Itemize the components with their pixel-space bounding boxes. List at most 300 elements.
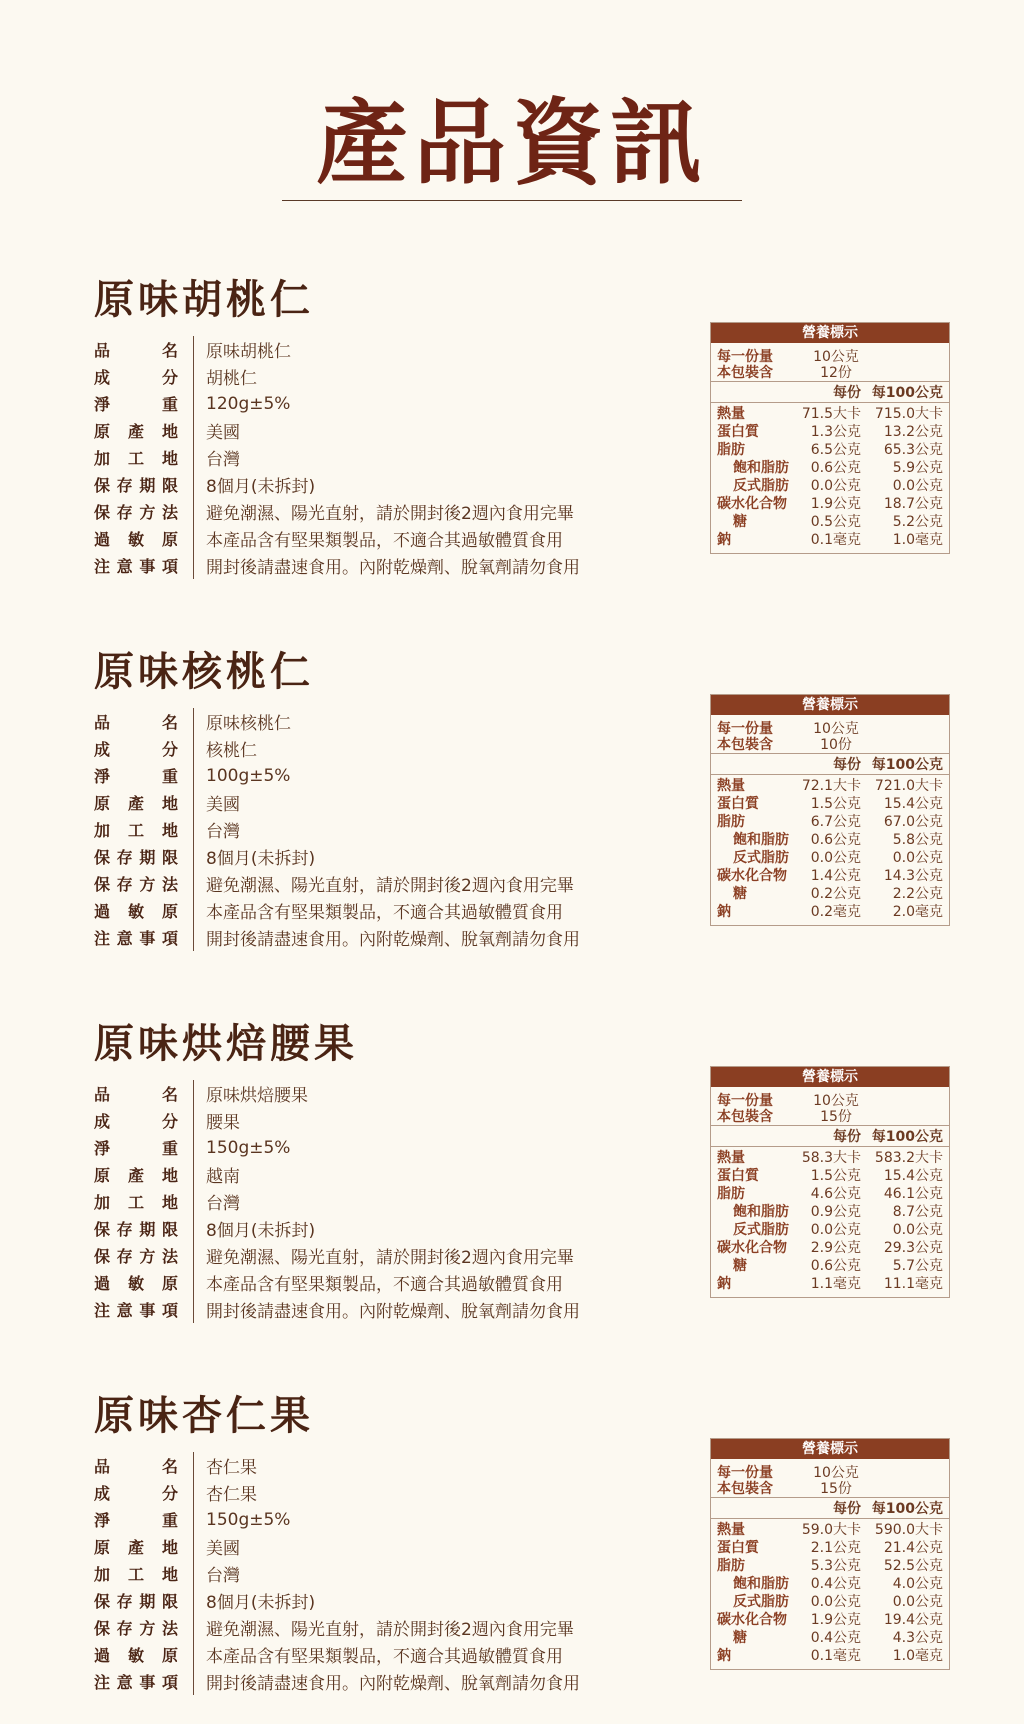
per-serving-value: 6.7公克 — [810, 814, 861, 830]
per-100g-value: 590.0大卡 — [874, 1522, 943, 1538]
spec-label: 品 名 — [94, 341, 178, 360]
nutrition-row — [711, 1221, 949, 1239]
spec-value: 杏仁果 — [206, 1458, 257, 1478]
servings-value: 15份 — [820, 1481, 852, 1497]
spec-value: 避免潮濕、陽光直射，請於開封後2週內食用完畢 — [206, 876, 574, 896]
spec-divider — [193, 870, 194, 897]
nutrient-name: 碳水化合物 — [717, 1240, 787, 1256]
spec-value: 台灣 — [206, 822, 240, 842]
serving-size-value: 10公克 — [813, 1093, 859, 1109]
spec-row — [94, 897, 654, 924]
nutrition-body — [711, 775, 949, 921]
spec-divider — [193, 336, 194, 363]
spec-divider — [193, 1614, 194, 1641]
spec-label: 加工地 — [94, 821, 178, 840]
nutrient-name: 糖 — [733, 886, 747, 902]
nutrition-row — [711, 1647, 949, 1665]
nutrition-row — [711, 1203, 949, 1221]
spec-label: 成 分 — [94, 1484, 178, 1503]
nutrient-name: 脂肪 — [717, 1558, 745, 1574]
nutrition-row — [711, 1629, 949, 1647]
per-100g-value: 18.7公克 — [883, 496, 943, 512]
per-serving-value: 0.0公克 — [810, 478, 861, 494]
per-serving-value: 2.1公克 — [810, 1540, 861, 1556]
nutrient-name: 熱量 — [717, 406, 745, 422]
per-serving-value: 2.9公克 — [810, 1240, 861, 1256]
spec-value: 美國 — [206, 1539, 240, 1559]
nutrition-row — [711, 441, 949, 459]
spec-label: 保存期限 — [94, 1592, 178, 1611]
product-name: 原味核桃仁 — [94, 648, 314, 695]
spec-divider — [193, 444, 194, 471]
spec-divider — [193, 363, 194, 390]
spec-row — [94, 1134, 654, 1161]
spec-label: 淨 重 — [94, 1511, 178, 1530]
per-serving-value: 1.4公克 — [810, 868, 861, 884]
nutrition-label — [710, 322, 950, 554]
per-serving-value: 0.0公克 — [810, 1594, 861, 1610]
spec-divider — [193, 1242, 194, 1269]
spec-row — [94, 1506, 654, 1533]
spec-divider — [193, 471, 194, 498]
per-serving-value: 1.5公克 — [810, 1168, 861, 1184]
serving-size-label: 每一份量 — [717, 1093, 773, 1109]
per-100g-value: 0.0公克 — [892, 1594, 943, 1610]
spec-value: 美國 — [206, 423, 240, 443]
spec-value: 本產品含有堅果類製品，不適合其過敏體質食用 — [206, 1275, 563, 1295]
spec-divider — [193, 1560, 194, 1587]
spec-value: 杏仁果 — [206, 1485, 257, 1505]
spec-value: 8個月(未拆封) — [206, 1221, 316, 1241]
per-serving-value: 1.3公克 — [810, 424, 861, 440]
spec-label: 過敏原 — [94, 902, 178, 921]
spec-divider — [193, 1641, 194, 1668]
nutrient-name: 鈉 — [717, 1648, 731, 1664]
per-serving-value: 5.3公克 — [810, 1558, 861, 1574]
spec-row — [94, 1587, 654, 1614]
spec-label: 原產地 — [94, 794, 178, 813]
spec-row — [94, 1269, 654, 1296]
product-section — [0, 1012, 1024, 1352]
spec-value: 原味胡桃仁 — [206, 342, 291, 362]
spec-label: 淨 重 — [94, 1139, 178, 1158]
spec-divider — [193, 816, 194, 843]
serving-size-value: 10公克 — [813, 349, 859, 365]
spec-row — [94, 1242, 654, 1269]
spec-label: 注意事項 — [94, 1673, 178, 1692]
servings-label: 本包裝含 — [717, 737, 773, 753]
nutrition-column-headers — [711, 382, 949, 403]
per-100g-value: 5.2公克 — [892, 514, 943, 530]
spec-value: 開封後請盡速食用。內附乾燥劑、脫氧劑請勿食用 — [206, 558, 580, 578]
spec-row — [94, 1296, 654, 1323]
spec-row — [94, 1560, 654, 1587]
spec-divider — [193, 924, 194, 951]
per-100g-value: 29.3公克 — [883, 1240, 943, 1256]
per-serving-value: 0.0公克 — [810, 850, 861, 866]
spec-divider — [193, 1269, 194, 1296]
spec-row — [94, 1215, 654, 1242]
per-serving-value: 0.4公克 — [810, 1630, 861, 1646]
nutrition-row — [711, 1593, 949, 1611]
nutrition-body — [711, 1519, 949, 1665]
spec-value: 避免潮濕、陽光直射，請於開封後2週內食用完畢 — [206, 1248, 574, 1268]
nutrient-name: 糖 — [733, 1630, 747, 1646]
per-100g-value: 4.0公克 — [892, 1576, 943, 1592]
per-100g-value: 5.8公克 — [892, 832, 943, 848]
nutrition-row — [711, 459, 949, 477]
product-name: 原味烘焙腰果 — [94, 1020, 358, 1067]
spec-divider — [193, 897, 194, 924]
per-serving-value: 0.6公克 — [810, 460, 861, 476]
spec-divider — [193, 1668, 194, 1695]
spec-row — [94, 363, 654, 390]
nutrition-row — [711, 795, 949, 813]
product-section — [0, 640, 1024, 980]
nutrition-column-headers — [711, 1498, 949, 1519]
nutrient-name: 蛋白質 — [717, 424, 759, 440]
product-section — [0, 1384, 1024, 1724]
nutrition-row — [711, 1539, 949, 1557]
per-100g-value: 715.0大卡 — [874, 406, 943, 422]
nutrient-name: 蛋白質 — [717, 796, 759, 812]
servings-label: 本包裝含 — [717, 365, 773, 381]
spec-row — [94, 1641, 654, 1668]
per-100g-value: 65.3公克 — [883, 442, 943, 458]
servings-label: 本包裝含 — [717, 1481, 773, 1497]
spec-divider — [193, 1506, 194, 1533]
spec-value: 150g±5% — [206, 1509, 291, 1530]
nutrition-row — [711, 1521, 949, 1539]
spec-label: 過敏原 — [94, 1274, 178, 1293]
spec-row — [94, 1452, 654, 1479]
per-serving-value: 0.5公克 — [810, 514, 861, 530]
nutrition-header: 營養標示 — [711, 1439, 949, 1459]
title-divider — [282, 200, 742, 201]
serving-info — [711, 1087, 949, 1126]
spec-value: 台灣 — [206, 1194, 240, 1214]
spec-value: 開封後請盡速食用。內附乾燥劑、脫氧劑請勿食用 — [206, 1674, 580, 1694]
per-serving-value: 0.0公克 — [810, 1222, 861, 1238]
nutrition-label — [710, 1066, 950, 1298]
nutrition-header: 營養標示 — [711, 323, 949, 343]
nutrition-row — [711, 813, 949, 831]
col-per-serving: 每份 — [833, 757, 861, 773]
nutrient-name: 鈉 — [717, 1276, 731, 1292]
col-per-100g: 每100公克 — [871, 757, 943, 773]
spec-label: 品 名 — [94, 1457, 178, 1476]
spec-divider — [193, 498, 194, 525]
nutrient-name: 反式脂肪 — [733, 1222, 789, 1238]
nutrient-name: 飽和脂肪 — [733, 832, 789, 848]
nutrition-row — [711, 495, 949, 513]
spec-value: 開封後請盡速食用。內附乾燥劑、脫氧劑請勿食用 — [206, 930, 580, 950]
nutrition-column-headers — [711, 1126, 949, 1147]
spec-row — [94, 390, 654, 417]
col-per-100g: 每100公克 — [871, 385, 943, 401]
spec-value: 8個月(未拆封) — [206, 849, 316, 869]
per-100g-value: 8.7公克 — [892, 1204, 943, 1220]
spec-divider — [193, 735, 194, 762]
spec-divider — [193, 789, 194, 816]
nutrition-header: 營養標示 — [711, 1067, 949, 1087]
per-100g-value: 52.5公克 — [883, 1558, 943, 1574]
per-100g-value: 5.7公克 — [892, 1258, 943, 1274]
nutrient-name: 反式脂肪 — [733, 478, 789, 494]
spec-row — [94, 1107, 654, 1134]
per-100g-value: 15.4公克 — [883, 1168, 943, 1184]
serving-size-label: 每一份量 — [717, 1465, 773, 1481]
spec-row — [94, 708, 654, 735]
nutrition-row — [711, 1557, 949, 1575]
nutrient-name: 飽和脂肪 — [733, 1576, 789, 1592]
serving-info — [711, 715, 949, 754]
spec-label: 保存方法 — [94, 503, 178, 522]
per-serving-value: 1.9公克 — [810, 496, 861, 512]
nutrient-name: 脂肪 — [717, 814, 745, 830]
spec-row — [94, 336, 654, 363]
per-100g-value: 2.2公克 — [892, 886, 943, 902]
nutrition-row — [711, 531, 949, 549]
spec-row — [94, 471, 654, 498]
spec-label: 品 名 — [94, 713, 178, 732]
spec-label: 加工地 — [94, 1565, 178, 1584]
spec-list — [94, 336, 654, 579]
spec-label: 加工地 — [94, 1193, 178, 1212]
spec-divider — [193, 390, 194, 417]
spec-row — [94, 1188, 654, 1215]
product-section — [0, 268, 1024, 608]
nutrient-name: 鈉 — [717, 532, 731, 548]
servings-label: 本包裝含 — [717, 1109, 773, 1125]
per-100g-value: 583.2大卡 — [874, 1150, 943, 1166]
nutrition-row — [711, 777, 949, 795]
spec-row — [94, 552, 654, 579]
per-serving-value: 0.1毫克 — [810, 1648, 861, 1664]
nutrition-column-headers — [711, 754, 949, 775]
nutrition-row — [711, 1275, 949, 1293]
spec-value: 100g±5% — [206, 765, 291, 786]
per-serving-value: 0.2毫克 — [810, 904, 861, 920]
per-100g-value: 21.4公克 — [883, 1540, 943, 1556]
spec-row — [94, 924, 654, 951]
nutrient-name: 反式脂肪 — [733, 1594, 789, 1610]
per-serving-value: 0.6公克 — [810, 1258, 861, 1274]
nutrition-row — [711, 1149, 949, 1167]
spec-label: 保存期限 — [94, 848, 178, 867]
per-100g-value: 1.0毫克 — [892, 532, 943, 548]
per-serving-value: 58.3大卡 — [801, 1150, 861, 1166]
servings-value: 12份 — [820, 365, 852, 381]
spec-row — [94, 762, 654, 789]
spec-row — [94, 1533, 654, 1560]
nutrient-name: 熱量 — [717, 1150, 745, 1166]
col-per-serving: 每份 — [833, 1129, 861, 1145]
per-100g-value: 4.3公克 — [892, 1630, 943, 1646]
spec-divider — [193, 417, 194, 444]
spec-value: 開封後請盡速食用。內附乾燥劑、脫氧劑請勿食用 — [206, 1302, 580, 1322]
spec-value: 本產品含有堅果類製品，不適合其過敏體質食用 — [206, 903, 563, 923]
spec-divider — [193, 762, 194, 789]
spec-row — [94, 843, 654, 870]
per-100g-value: 0.0公克 — [892, 478, 943, 494]
spec-value: 越南 — [206, 1167, 240, 1187]
nutrient-name: 脂肪 — [717, 1186, 745, 1202]
spec-label: 過敏原 — [94, 1646, 178, 1665]
spec-label: 過敏原 — [94, 530, 178, 549]
spec-divider — [193, 1533, 194, 1560]
spec-divider — [193, 1107, 194, 1134]
spec-label: 淨 重 — [94, 395, 178, 414]
spec-label: 保存期限 — [94, 1220, 178, 1239]
spec-row — [94, 525, 654, 552]
spec-divider — [193, 708, 194, 735]
per-serving-value: 1.9公克 — [810, 1612, 861, 1628]
spec-label: 原產地 — [94, 1538, 178, 1557]
nutrition-body — [711, 403, 949, 549]
per-serving-value: 71.5大卡 — [801, 406, 861, 422]
per-100g-value: 2.0毫克 — [892, 904, 943, 920]
spec-divider — [193, 843, 194, 870]
page-title: 產品資訊 — [315, 89, 708, 197]
spec-value: 8個月(未拆封) — [206, 477, 316, 497]
spec-label: 注意事項 — [94, 1301, 178, 1320]
spec-divider — [193, 1452, 194, 1479]
nutrition-body — [711, 1147, 949, 1293]
nutrition-row — [711, 867, 949, 885]
spec-label: 成 分 — [94, 1112, 178, 1131]
spec-row — [94, 1668, 654, 1695]
per-serving-value: 0.2公克 — [810, 886, 861, 902]
spec-label: 注意事項 — [94, 929, 178, 948]
per-serving-value: 6.5公克 — [810, 442, 861, 458]
spec-divider — [193, 552, 194, 579]
spec-divider — [193, 1134, 194, 1161]
spec-row — [94, 789, 654, 816]
spec-row — [94, 1080, 654, 1107]
spec-value: 美國 — [206, 795, 240, 815]
per-100g-value: 46.1公克 — [883, 1186, 943, 1202]
spec-list — [94, 1452, 654, 1695]
nutrition-row — [711, 423, 949, 441]
col-per-100g: 每100公克 — [871, 1501, 943, 1517]
nutrition-header: 營養標示 — [711, 695, 949, 715]
nutrition-row — [711, 831, 949, 849]
spec-label: 成 分 — [94, 740, 178, 759]
spec-row — [94, 1161, 654, 1188]
per-serving-value: 0.6公克 — [810, 832, 861, 848]
nutrition-row — [711, 1257, 949, 1275]
spec-label: 注意事項 — [94, 557, 178, 576]
nutrient-name: 蛋白質 — [717, 1540, 759, 1556]
spec-row — [94, 417, 654, 444]
col-per-100g: 每100公克 — [871, 1129, 943, 1145]
spec-value: 台灣 — [206, 450, 240, 470]
col-per-serving: 每份 — [833, 1501, 861, 1517]
spec-list — [94, 708, 654, 951]
per-serving-value: 0.1毫克 — [810, 532, 861, 548]
per-100g-value: 13.2公克 — [883, 424, 943, 440]
servings-value: 15份 — [820, 1109, 852, 1125]
spec-value: 胡桃仁 — [206, 369, 257, 389]
nutrient-name: 碳水化合物 — [717, 868, 787, 884]
spec-row — [94, 816, 654, 843]
spec-value: 本產品含有堅果類製品，不適合其過敏體質食用 — [206, 1647, 563, 1667]
per-serving-value: 0.4公克 — [810, 1576, 861, 1592]
serving-info — [711, 343, 949, 382]
spec-label: 保存方法 — [94, 1247, 178, 1266]
nutrient-name: 飽和脂肪 — [733, 1204, 789, 1220]
spec-divider — [193, 1479, 194, 1506]
spec-divider — [193, 1161, 194, 1188]
spec-divider — [193, 525, 194, 552]
spec-row — [94, 870, 654, 897]
nutrition-row — [711, 405, 949, 423]
nutrient-name: 糖 — [733, 1258, 747, 1274]
serving-size-label: 每一份量 — [717, 349, 773, 365]
serving-size-value: 10公克 — [813, 1465, 859, 1481]
per-serving-value: 72.1大卡 — [801, 778, 861, 794]
spec-row — [94, 1479, 654, 1506]
spec-label: 原產地 — [94, 422, 178, 441]
per-100g-value: 11.1毫克 — [883, 1276, 943, 1292]
nutrient-name: 飽和脂肪 — [733, 460, 789, 476]
spec-row — [94, 498, 654, 525]
spec-row — [94, 444, 654, 471]
nutrient-name: 碳水化合物 — [717, 1612, 787, 1628]
nutrient-name: 碳水化合物 — [717, 496, 787, 512]
product-name: 原味胡桃仁 — [94, 276, 314, 323]
per-100g-value: 1.0毫克 — [892, 1648, 943, 1664]
spec-value: 原味核桃仁 — [206, 714, 291, 734]
spec-divider — [193, 1587, 194, 1614]
per-100g-value: 14.3公克 — [883, 868, 943, 884]
spec-divider — [193, 1296, 194, 1323]
nutrient-name: 鈉 — [717, 904, 731, 920]
spec-value: 避免潮濕、陽光直射，請於開封後2週內食用完畢 — [206, 504, 574, 524]
spec-value: 150g±5% — [206, 1137, 291, 1158]
nutrient-name: 糖 — [733, 514, 747, 530]
per-serving-value: 0.9公克 — [810, 1204, 861, 1220]
nutrition-label — [710, 694, 950, 926]
spec-value: 120g±5% — [206, 393, 291, 414]
spec-divider — [193, 1188, 194, 1215]
product-name: 原味杏仁果 — [94, 1392, 314, 1439]
spec-value: 核桃仁 — [206, 741, 257, 761]
per-100g-value: 0.0公克 — [892, 1222, 943, 1238]
nutrition-row — [711, 885, 949, 903]
spec-label: 保存期限 — [94, 476, 178, 495]
spec-value: 8個月(未拆封) — [206, 1593, 316, 1613]
spec-label: 品 名 — [94, 1085, 178, 1104]
nutrition-row — [711, 849, 949, 867]
per-serving-value: 1.1毫克 — [810, 1276, 861, 1292]
spec-row — [94, 735, 654, 762]
spec-value: 台灣 — [206, 1566, 240, 1586]
nutrition-row — [711, 1611, 949, 1629]
nutrition-row — [711, 1575, 949, 1593]
spec-row — [94, 1614, 654, 1641]
spec-label: 淨 重 — [94, 767, 178, 786]
nutrient-name: 反式脂肪 — [733, 850, 789, 866]
nutrition-label — [710, 1438, 950, 1670]
spec-value: 腰果 — [206, 1113, 240, 1133]
nutrition-row — [711, 477, 949, 495]
serving-info — [711, 1459, 949, 1498]
serving-size-label: 每一份量 — [717, 721, 773, 737]
per-100g-value: 0.0公克 — [892, 850, 943, 866]
spec-label: 保存方法 — [94, 875, 178, 894]
